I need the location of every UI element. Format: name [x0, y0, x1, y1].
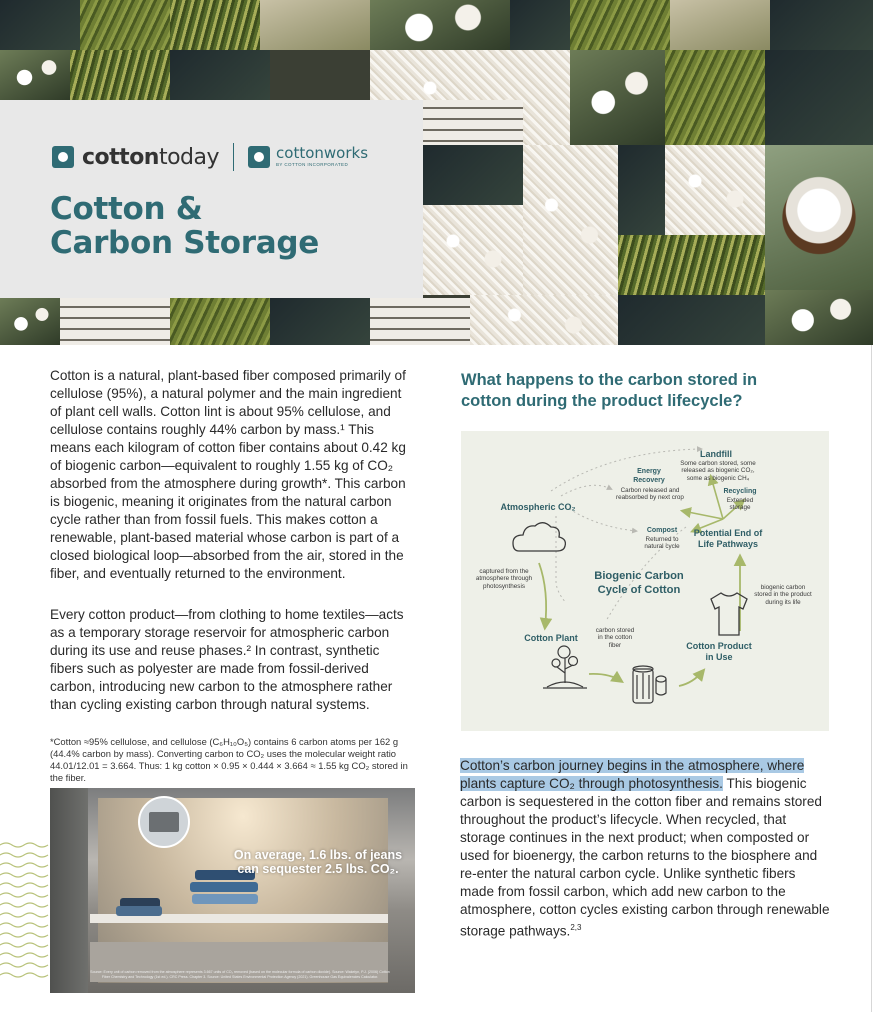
hero-tile — [270, 298, 370, 345]
carbon-cycle-diagram — [461, 431, 829, 731]
logo-bar — [52, 142, 368, 172]
page-title: Cotton & Carbon Storage — [50, 191, 319, 261]
recycling-title: Recycling — [723, 488, 757, 495]
t-shirt-icon — [711, 593, 747, 635]
hero-tile — [665, 50, 765, 145]
recycling-desc: Extended storage — [726, 497, 754, 512]
lifecycle-heading: What happens to the carbon stored in cotton during the product lifecycle? — [461, 371, 758, 410]
cotton-today-logo: cottontoday — [82, 144, 220, 170]
compost-title: Compost — [646, 527, 678, 534]
energy-recovery-title: Energy Recovery — [633, 468, 665, 484]
captured-desc: captured from the atmosphere through photosynthesis — [475, 568, 533, 590]
hero-tile — [370, 298, 470, 345]
hero-tile — [470, 295, 618, 345]
flow-arrow — [589, 674, 621, 681]
cotton-plant-icon — [543, 646, 587, 688]
jeans-closet-photo — [50, 788, 415, 993]
hero-tile — [0, 50, 70, 100]
wave-decoration — [0, 840, 50, 990]
cottonworks-logo-icon — [248, 146, 270, 168]
jeans-tag-closeup — [138, 796, 190, 848]
hero-tile — [0, 298, 60, 345]
hero-tile — [510, 0, 570, 50]
cotton-plant-label: Cotton Plant — [524, 633, 578, 643]
photo-caption: On average, 1.6 lbs. of jeans can sequester 2.5 lbs. CO₂. — [233, 848, 403, 876]
stored-fiber-desc: carbon stored in the cotton fiber — [595, 627, 635, 649]
storage-paragraph: Every cotton product—from clothing to home textiles—acts as a temporary storage reservoir for atmospheric carbon during its use and reuse phases.² In contrast, synthetic fibers such as polyester are made from fossil-derived carbon, introducing new carbon to the atmosphere rather than cycling existing carbon through natural systems. — [50, 607, 404, 712]
hero-tile — [260, 0, 370, 50]
energy-recovery-desc: Carbon released and reabsorbed by next crop — [616, 487, 684, 502]
hanging-clothes — [50, 788, 88, 993]
hero-collage — [0, 0, 873, 345]
hero-tile — [770, 0, 873, 50]
flow-arrow — [679, 671, 703, 686]
hero-tile — [570, 0, 670, 50]
hero-tile — [170, 0, 260, 50]
folded-jeans — [190, 882, 258, 892]
hero-tile — [765, 145, 873, 290]
hero-tile — [670, 0, 770, 50]
dotted-arc — [561, 485, 611, 496]
hero-tile — [665, 145, 765, 235]
flow-arrow — [683, 511, 723, 519]
cloud-icon — [513, 523, 565, 551]
intro-paragraph: Cotton is a natural, plant-based fiber composed primarily of cellulose (95%), a natural polymer and the main ingredient of plant cell walls. Cotton lint is about 95% cellulose, and cellulose contains roughly 44% carbon by mass.¹ This means each kilogram of cotton fiber contains about 0.42 kg of biogenic carbon—equivalent to roughly 1.55 kg of CO₂ absorbed from the atmosphere during growth*. This carbon is biogenic, meaning it originates from the natural carbon cycle rather than from fossil fuels. This makes cotton a renewable, plant-based material whose carbon is part of a closed biological loop—absorbed from the air, stored in the fiber, and eventually returned to the environment. — [50, 368, 406, 581]
stored-product-desc: biogenic carbon stored in the product during its life — [754, 584, 812, 606]
cycle-center-title: Biogenic Carbon Cycle of Cotton — [594, 570, 684, 596]
cottonworks-logo: cottonworks BY COTTON INCORPORATED — [276, 144, 369, 168]
flow-arrow — [539, 563, 546, 627]
landfill-desc: Some carbon stored, some released as biogenic CO₂, some as biogenic CH₄ — [680, 460, 756, 482]
end-of-life-label: Potential End of Life Pathways — [693, 528, 763, 549]
hero-tile — [80, 0, 170, 50]
hero-tile — [618, 295, 765, 345]
hero-tile — [0, 0, 80, 50]
page-edge-rule — [871, 345, 872, 1012]
hero-tile — [570, 50, 665, 145]
carbon-journey-paragraph: Cotton’s carbon journey begins in the atmosphere, where plants capture CO₂ through photosynthesis. This biogenic carbon is sequestered in the cotton fiber and remains stored throughout the product’s lifecycle. When recycled, that storage continues in the next product; when composted or used for bioenergy, the carbon returns to the biosphere and re-enter the natural carbon cycle. Unlike synthetic fibers made from fossil carbon, which add new carbon to the atmosphere, cotton cycles existing carbon through renewable storage pathways.$^{2,3}$ — [460, 758, 830, 939]
logo-divider — [233, 143, 234, 171]
hero-tile — [765, 50, 873, 145]
cotton-fiber-icon — [633, 666, 666, 703]
atmospheric-co2-label: Atmospheric CO₂ — [500, 502, 576, 512]
landfill-title: Landfill — [700, 449, 732, 459]
folded-jeans — [116, 906, 162, 916]
hero-tile — [60, 298, 170, 345]
hero-tile — [170, 298, 270, 345]
hero-tile — [170, 50, 270, 100]
hero-tile — [765, 290, 873, 345]
compost-desc: Returned to natural cycle — [644, 536, 680, 551]
folded-jeans — [192, 894, 258, 904]
highlighted-text[interactable]: Cotton’s carbon journey begins in the atmosphere, where plants capture CO₂ through photosynthesis. — [460, 758, 805, 791]
photo-source: Source: Every unit of carbon removed from the atmosphere represents 3.667 units of CO₂ removed (based on the molecular formula of carbon dioxide). Source: Wakelyn, P.J. (2006) Cotton Fiber Chemistry and Technology (1st ed.). CRC Press. Chapter 3. Source: United States Environmental Protection Agency (2021). Greenhouse Gas Equivalencies Calculator. — [90, 970, 390, 979]
footnote: *Cotton ≈95% cellulose, and cellulose (C₆H₁₀O₅) contains 6 carbon atoms per 162 g (44.4% carbon by mass). Converting carbon to CO₂ uses the molecular weight ratio 44.01/12.01 = 3.664. Thus: 1 kg cotton × 0.95 × 0.444 × 3.664 ≈ 1.55 kg CO₂ stored in the fiber. — [50, 736, 408, 783]
hero-tile — [370, 0, 510, 50]
cotton-product-label: Cotton Product in Use — [686, 641, 752, 662]
hero-tile — [618, 145, 665, 235]
hero-tile — [618, 235, 765, 295]
hero-tile — [423, 205, 523, 295]
hero-tile — [70, 50, 170, 100]
hero-tile — [523, 145, 618, 295]
hero-tile — [423, 145, 523, 205]
cotton-today-logo-icon — [52, 146, 74, 168]
